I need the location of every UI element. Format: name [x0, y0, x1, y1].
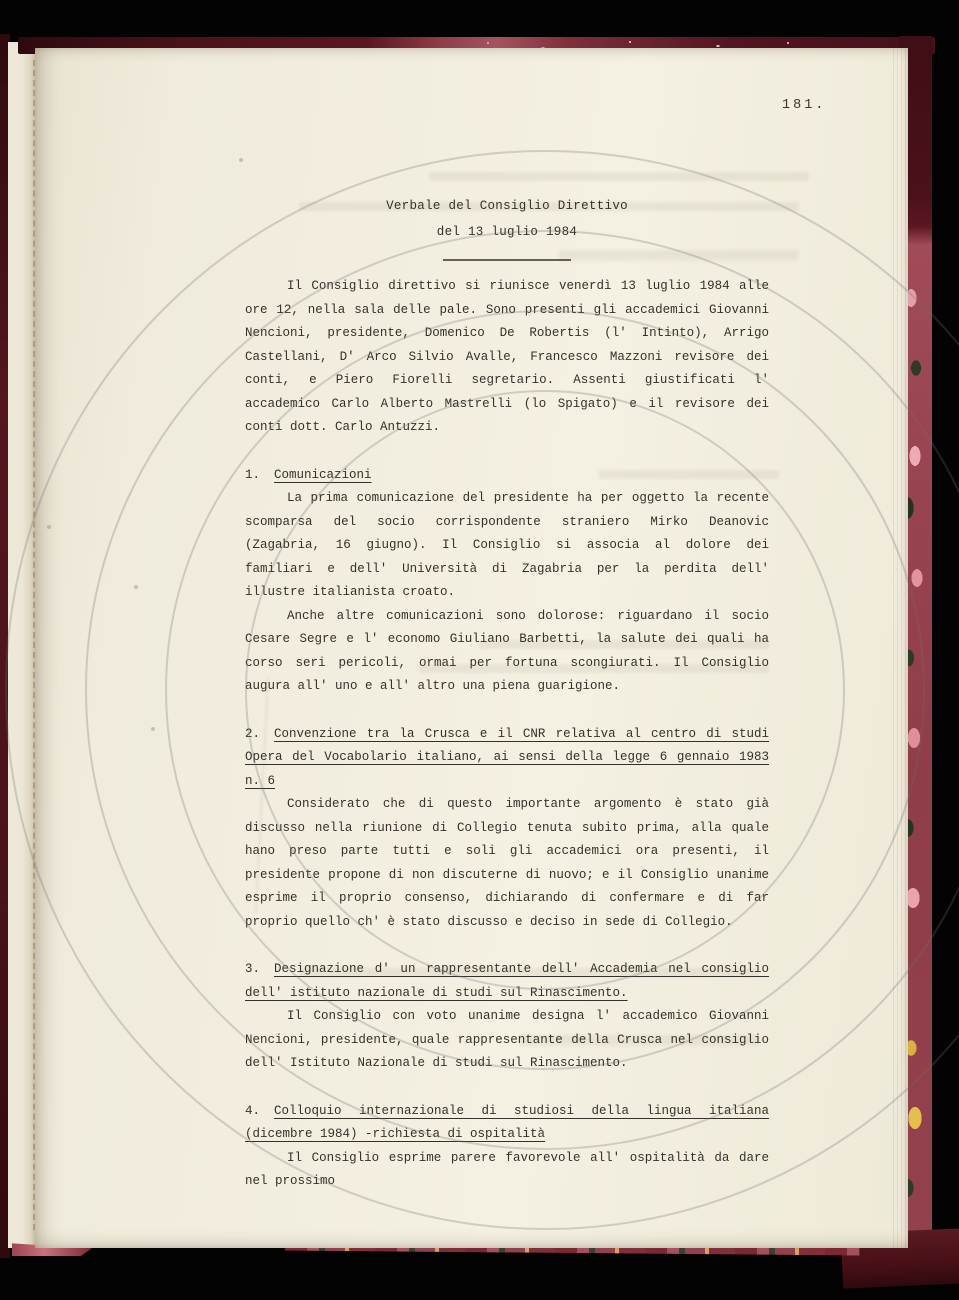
section-3 — [245, 958, 769, 1076]
section-heading — [245, 1100, 769, 1147]
section-title: Comunicazioni — [274, 467, 372, 482]
bleed-through-line — [429, 172, 809, 181]
section-4 — [245, 1100, 769, 1194]
title-line2: del 13 luglio 1984 — [436, 225, 578, 239]
scanned-page — [35, 48, 908, 1248]
paragraph: Considerato che di questo importante argomento è stato già discusso nella riunione di Collegio tenuta subito prima, alla quale hano preso parte tutti e soli gli accademici ora presenti, il presidente propone di non discuterne di nuovo; e il Consiglio unanime esprime il proprio consenso, dichiarando di confermare e di far proprio quello ch' è stato discusso e deciso in sede di Collegio. — [245, 797, 769, 929]
section-number: 2. — [245, 726, 261, 741]
title-line1: Verbale del Consiglio Direttivo — [386, 199, 628, 213]
paragraph: Il Consiglio esprime parere favorevole all' ospitalità da dare nel prossimo — [245, 1150, 769, 1188]
section-number: 3. — [245, 962, 261, 976]
paragraph: Anche altre comunicazioni sono dolorose: riguardano il socio Cesare Segre e l' economo Giuliano Barbetti, la salute dei quali ha corso seri pericoli, ormai per fortuna scongiurati. Il Consiglio augura all' uno e all' altro una piena guarigione. — [245, 608, 769, 693]
section-number: 4. — [245, 1103, 261, 1118]
paragraph: La prima comunicazione del presidente ha per oggetto la recente scomparsa del socio corrispondente straniero Mirko Deanovic (Zagabria, 16 giugno). Il Consiglio si associa al dolore dei familiari e dell' Università di Zagabria per la perdita dell' illustre italianista croato. — [245, 491, 769, 599]
section-number: 1. — [245, 467, 261, 482]
document-title — [245, 193, 769, 245]
section-1 — [245, 464, 769, 699]
section-heading — [245, 723, 769, 794]
paper-speck — [134, 585, 138, 589]
page-number: 181. — [782, 98, 827, 113]
paper-speck — [239, 158, 243, 162]
section-heading — [245, 464, 769, 488]
section-title: Colloquio internazionale di studiosi della lingua italiana (dicembre 1984) -richiesta di ospitalità — [245, 1103, 769, 1141]
facing-page-sliver — [8, 42, 35, 1248]
section-title: Convenzione tra la Crusca e il CNR relativa al centro di studi Opera del Vocabolario italiano, ai sensi della legge 6 gennaio 1983 n. 6 — [245, 726, 769, 788]
intro-paragraph: Il Consiglio direttivo si riunisce venerdì 13 luglio 1984 alle ore 12, nella sala delle pale. Sono presenti gli accademici Giovanni Nencioni, presidente, Domenico De Robertis (l' Intinto), Arrigo Castellani, D' Arco Silvio Avalle, Francesco Mazzoni revisore dei conti, e Piero Fiorelli segretario. Assenti giustificati l' accademico Carlo Alberto Mastrelli (lo Spigato) e il revisore dei conti dott. Carlo Antuzzi. — [245, 279, 769, 434]
paragraph: Il Consiglio con voto unanime designa l' accademico Giovanni Nencioni, presidente, quale rappresentante della Crusca nel consiglio dell' Istituto Nazionale di studi sul Rinascimento. — [245, 1009, 769, 1070]
page-edge-stack — [893, 48, 908, 1248]
section-2 — [245, 723, 769, 935]
paper-speck — [47, 525, 51, 529]
text-column — [245, 193, 769, 1194]
paper-speck — [151, 727, 155, 731]
section-title: Designazione d' un rappresentante dell' Accademia nel consiglio dell' istituto nazionale di studi sul Rinascimento. — [245, 962, 769, 1000]
section-heading — [245, 958, 769, 1005]
title-rule — [443, 259, 571, 261]
gutter-stitching — [33, 60, 35, 1230]
